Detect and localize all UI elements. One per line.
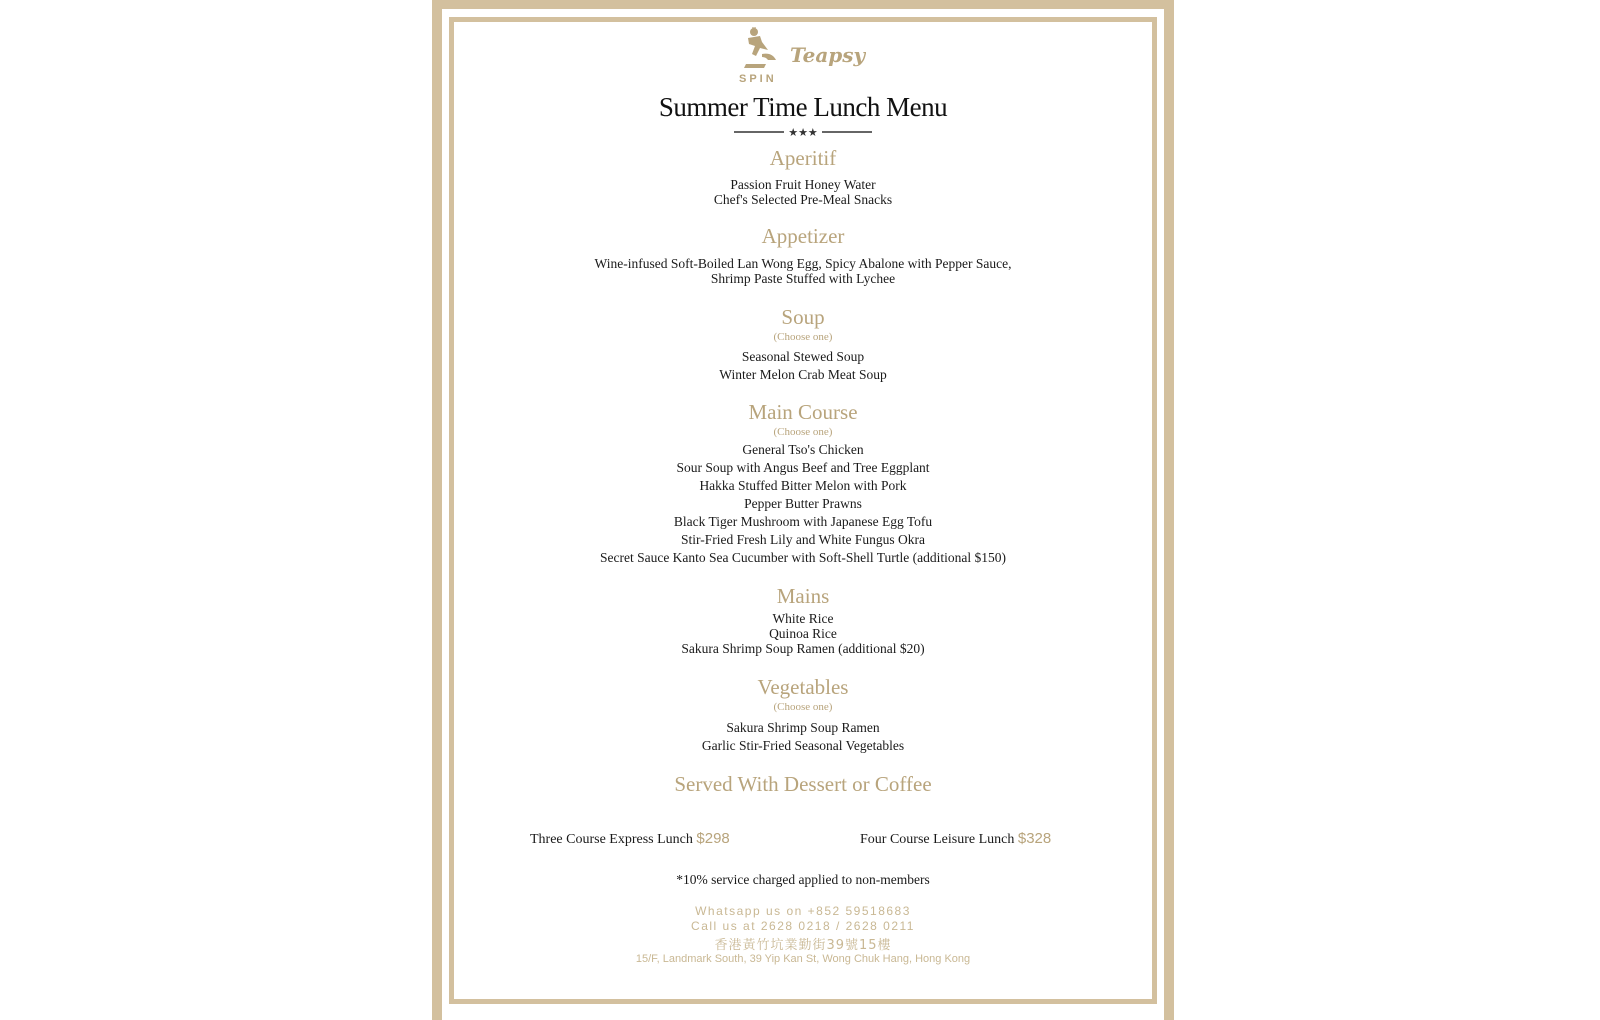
served-with-heading: Served With Dessert or Coffee	[674, 772, 932, 796]
svg-text:★★★: ★★★	[788, 126, 818, 138]
menu-title: Summer Time Lunch Menu	[658, 92, 948, 122]
menu-item: Seasonal Stewed Soup	[741, 349, 865, 364]
spin-teapsy-logo	[738, 24, 866, 86]
logo-script-text: Teapsy	[790, 43, 866, 67]
menu-item: Pepper Butter Prawns	[744, 496, 862, 511]
choose-one-note: (Choose one)	[773, 331, 833, 343]
four-course-price	[860, 830, 1051, 848]
logo-mark-text: SPIN	[739, 73, 777, 85]
menu-item: Stir-Fried Fresh Lily and White Fungus Okra	[681, 532, 925, 547]
choose-one-note: (Choose one)	[773, 426, 833, 438]
section-heading-vegetables: Vegetables	[757, 675, 849, 699]
section-heading-aperitif: Aperitif	[769, 146, 837, 170]
choose-one-note: (Choose one)	[773, 701, 833, 713]
menu-item: Sakura Shrimp Soup Ramen	[726, 720, 880, 735]
service-charge-note: *10% service charged applied to non-members	[676, 872, 930, 887]
section-heading-soup: Soup	[781, 305, 825, 329]
menu-item: General Tso's Chicken	[742, 442, 864, 457]
menu-item: Secret Sauce Kanto Sea Cucumber with Soft-Shell Turtle (additional $150)	[599, 550, 1007, 565]
address-chinese: 香港黃竹坑業勤街39號15樓	[714, 938, 892, 953]
menu-item: Sakura Shrimp Soup Ramen (additional $20)	[681, 641, 925, 656]
address-english: 15/F, Landmark South, 39 Yip Kan St, Wong Chuk Hang, Hong Kong	[635, 953, 971, 965]
menu-item: Quinoa Rice	[769, 626, 837, 641]
menu-item: Hakka Stuffed Bitter Melon with Pork	[699, 478, 907, 493]
section-heading-appetizer: Appetizer	[761, 224, 845, 248]
whatsapp-contact: Whatsapp us on +852 59518683	[695, 904, 911, 918]
menu-item: Winter Melon Crab Meat Soup	[719, 367, 887, 382]
menu-item: Wine-infused Soft-Boiled Lan Wong Egg, Spicy Abalone with Pepper Sauce,	[594, 256, 1012, 271]
menu-card	[432, 0, 1174, 1020]
three-course-price	[530, 830, 730, 848]
menu-item: Chef's Selected Pre-Meal Snacks	[713, 192, 893, 207]
menu-item: Passion Fruit Honey Water	[730, 177, 876, 192]
section-heading-main-course: Main Course	[748, 400, 858, 424]
menu-item: Black Tiger Mushroom with Japanese Egg Tofu	[673, 514, 933, 529]
menu-item: Shrimp Paste Stuffed with Lychee	[710, 271, 896, 286]
menu-item: White Rice	[772, 611, 834, 626]
three-course-amount: $298	[696, 830, 730, 847]
phone-contact: Call us at 2628 0218 / 2628 0211	[691, 919, 915, 933]
four-course-label: Four Course Leisure Lunch	[860, 832, 1015, 847]
four-course-amount: $328	[1017, 830, 1052, 847]
three-course-label: Three Course Express Lunch	[530, 832, 693, 847]
menu-item: Sour Soup with Angus Beef and Tree Eggplant	[676, 460, 930, 475]
three-stars-divider-icon	[734, 126, 872, 138]
menu-item: Garlic Stir-Fried Seasonal Vegetables	[701, 738, 905, 753]
section-heading-mains: Mains	[776, 584, 830, 608]
